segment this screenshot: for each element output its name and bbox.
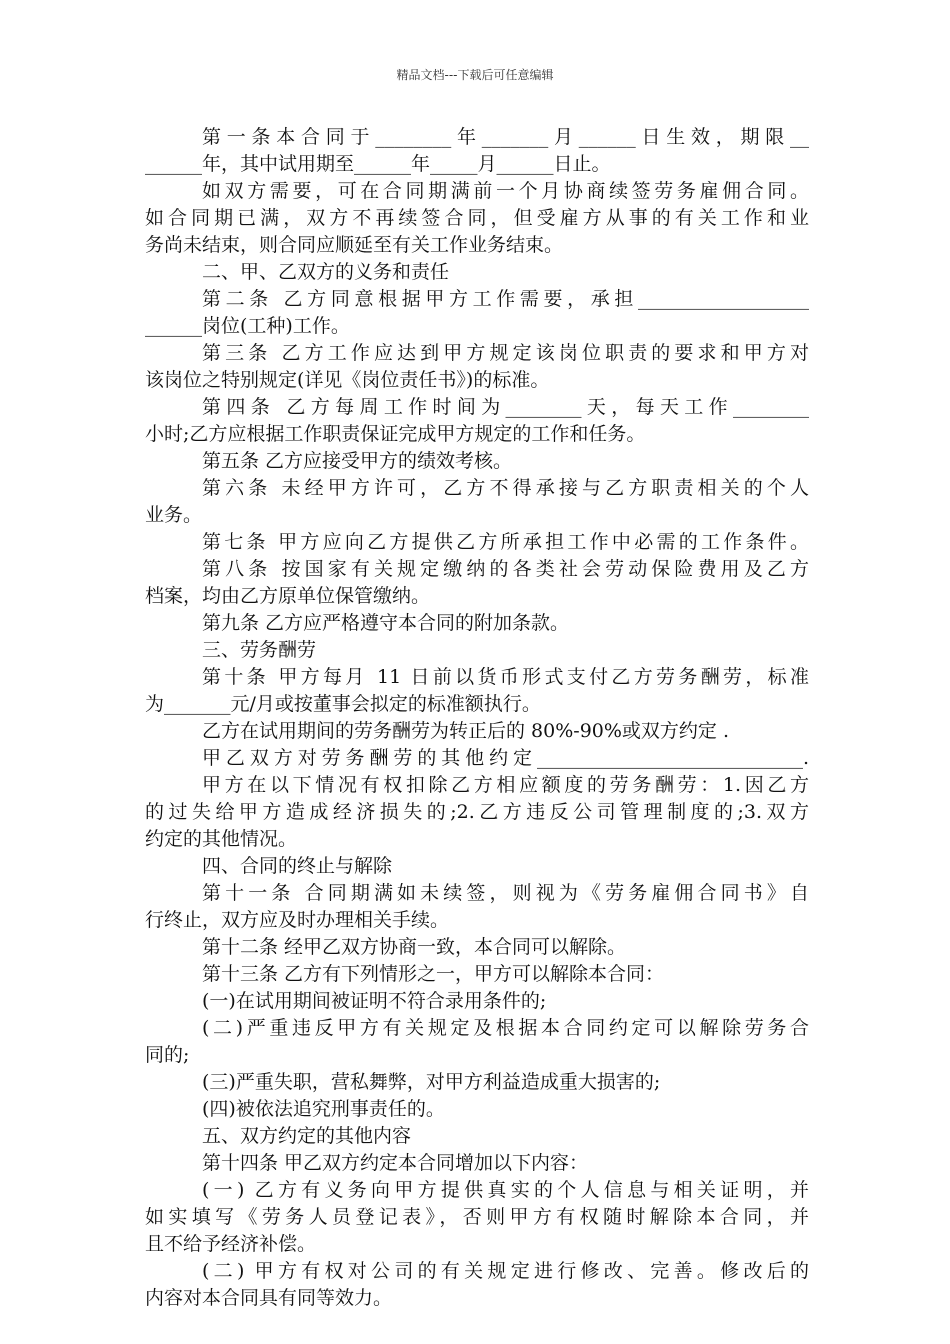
text-line: 行终止，双方应及时办理相关手续。	[145, 909, 450, 931]
text-line: 第二条 乙方同意根据甲方工作需要，承担__________________	[202, 288, 809, 310]
text-line: 内容对本合同具有同等效力。	[145, 1287, 393, 1309]
text-line: 该岗位之特别规定(详见《岗位责任书》)的标准。	[145, 369, 550, 391]
text-line: 业务。	[145, 504, 203, 526]
text-line: 二、甲、乙双方的义务和责任	[202, 261, 450, 283]
text-line: 约定的其他情况。	[145, 828, 298, 850]
text-line: 的过失给甲方造成经济损失的;2.乙方违反公司管理制度的;3.双方	[145, 801, 809, 823]
text-line: ______年，其中试用期至______年_____月______日止。	[145, 153, 611, 175]
text-line: (二) 甲方有权对公司的有关规定进行修改、完善。修改后的	[202, 1260, 809, 1282]
text-line: 第十四条 甲乙双方约定本合同增加以下内容：	[202, 1152, 589, 1174]
text-line: ______岗位(工种)工作。	[145, 315, 350, 337]
text-line: 第六条 未经甲方许可，乙方不得承接与乙方职责相关的个人	[202, 477, 809, 499]
text-line: 第十二条 经甲乙双方协商一致，本合同可以解除。	[202, 936, 627, 958]
text-line: 甲方在以下情况有权扣除乙方相应额度的劳务酬劳：1.因乙方	[202, 774, 809, 796]
text-line: 甲乙双方对劳务酬劳的其他约定____________________________.	[202, 747, 809, 769]
text-line: 务尚未结束，则合同应顺延至有关工作业务结束。	[145, 234, 564, 256]
text-line: 第五条 乙方应接受甲方的绩效考核。	[202, 450, 513, 472]
text-line: (二)严重违反甲方有关规定及根据本合同约定可以解除劳务合	[202, 1017, 809, 1039]
text-line: (一) 乙方有义务向甲方提供真实的个人信息与相关证明，并	[202, 1179, 809, 1201]
text-line: 为_______元/月或按董事会拟定的标准额执行。	[145, 693, 541, 715]
text-line: 第八条 按国家有关规定缴纳的各类社会劳动保险费用及乙方	[202, 558, 809, 580]
text-line: 三、劳务酬劳	[202, 639, 317, 661]
text-line: (四)被依法追究刑事责任的。	[202, 1098, 445, 1120]
text-line: 乙方在试用期间的劳务酬劳为转正后的 80%-90%或双方约定 .	[202, 720, 730, 742]
text-line: 档案，均由乙方原单位保管缴纳。	[145, 585, 431, 607]
text-line: 如双方需要，可在合同期满前一个月协商续签劳务雇佣合同。	[202, 180, 809, 202]
text-line: 同的;	[145, 1044, 190, 1066]
text-line: 第七条 甲方应向乙方提供乙方所承担工作中必需的工作条件。	[202, 531, 809, 553]
text-line: 如实填写《劳务人员登记表》，否则甲方有权随时解除本合同，并	[145, 1206, 809, 1228]
page-header: 精品文档---下载后可任意编辑	[396, 68, 554, 82]
text-line: 且不给予经济补偿。	[145, 1233, 317, 1255]
text-line: 第四条 乙方每周工作时间为________天，每天工作________	[202, 396, 809, 418]
text-line: 第一条本合同于________年_______月______日生效，期限__	[202, 126, 809, 148]
document-body	[145, 124, 809, 1312]
text-line: 如合同期已满，双方不再续签合同，但受雇方从事的有关工作和业	[145, 207, 809, 229]
text-line: 小时;乙方应根据工作职责保证完成甲方规定的工作和任务。	[145, 423, 646, 445]
text-line: 第九条 乙方应严格遵守本合同的附加条款。	[202, 612, 570, 634]
text-line: (三)严重失职，营私舞弊，对甲方利益造成重大损害的;	[202, 1071, 661, 1093]
text-line: 第三条 乙方工作应达到甲方规定该岗位职责的要求和甲方对	[202, 342, 809, 364]
text-line: 第十三条 乙方有下列情形之一，甲方可以解除本合同：	[202, 963, 665, 985]
text-line: 第十一条 合同期满如未续签，则视为《劳务雇佣合同书》自	[202, 882, 809, 904]
text-line: 四、合同的终止与解除	[202, 855, 393, 877]
text-line: 第十条 甲方每月 11 日前以货币形式支付乙方劳务酬劳，标准	[202, 666, 809, 688]
text-line: 五、双方约定的其他内容	[202, 1125, 412, 1147]
text-line: (一)在试用期间被证明不符合录用条件的;	[202, 990, 547, 1012]
